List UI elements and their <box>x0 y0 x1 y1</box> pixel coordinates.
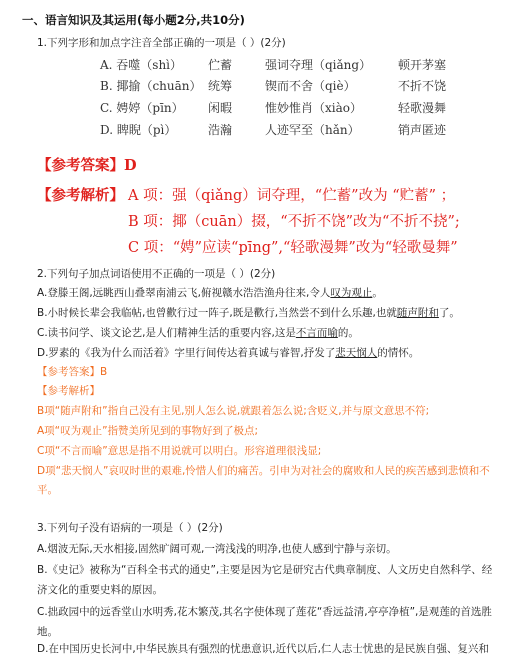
q3-line: A.烟波无际,天水相接,固然旷阔可观,一湾浅浅的明净,也使人感到宁静与亲切。 <box>37 543 397 555</box>
q1-a-1: A. 吞噬（shì） <box>100 58 183 72</box>
q1-answer: 【参考答案】D <box>37 157 137 174</box>
q2-analysis-line: D项“悲天悯人”哀叹时世的艰难,怜惜人们的痛苦。引申为对社会的腐败和人民的疾苦感到悲愤和不 <box>37 465 490 477</box>
q2-b-term: 随声附和 <box>396 307 439 319</box>
q3-line: C.拙政园中的远香堂山水明秀,花木繁茂,其名字使体现了莲花“香远益清,亭亭净植”,是观莲的首选胜 <box>37 606 492 618</box>
q2-c-end: 的。 <box>337 327 359 339</box>
q3-line: 地。 <box>37 626 58 638</box>
q1-b-3: 锲而不舍（qiè） <box>265 79 356 93</box>
q3-line: D.在中国历史长河中,中华民族具有强烈的忧患意识,近代以后,仁人志士忧患的是民族自强、复兴和 <box>37 643 489 655</box>
q2-stem: 2.下列句子加点词语使用不正确的一项是（ ）(2分) <box>37 268 276 280</box>
q2-answer: 【参考答案】B <box>37 366 108 378</box>
q1-analysis-line: A 项：强（qiǎng）词夺理，“伫蓄”改为 “贮蓄” ； <box>128 188 456 204</box>
q3-stem: 3.下列句子没有语病的一项是（ ）(2分) <box>37 522 223 534</box>
q2-analysis-line: C项“不言而喻”意思是指不用说就可以明白。形容道理很浅显; <box>37 445 322 457</box>
q1-b-2: 统筹 <box>208 79 233 93</box>
q1-b-4: 不折不饶 <box>398 79 447 93</box>
q1-c-1: C. 娉婷（pīn） <box>100 101 184 115</box>
q1-d-3: 人迹罕至（hǎn） <box>265 123 360 137</box>
q2-a-text: A.登滕王阁,远眺西山叠翠南浦云飞,俯视赣水浩浩渔舟往来,令人 <box>37 287 331 299</box>
section-title: 一、语言知识及其运用(每小题2分,共10分) <box>22 13 245 27</box>
q1-a-2: 伫蓄 <box>208 58 233 72</box>
q1-analysis-label: 【参考解析】 <box>37 187 124 204</box>
q2-analysis-line: 平。 <box>37 484 58 496</box>
q2-analysis-label: 【参考解析】 <box>37 385 100 397</box>
q2-d-term: 悲天悯人 <box>335 347 378 359</box>
q2-option-a <box>37 285 383 300</box>
q2-c-text: C.读书问学、谈文论艺,是人们精神生活的重要内容,这是 <box>37 327 296 339</box>
q1-analysis-line: B 项：揶（cuān）掇，“不折不饶”改为“不折不挠”; <box>128 214 460 230</box>
q2-analysis-line: B项“随声附和”指自己没有主见,别人怎么说,就跟着怎么说;含贬义,并与原文意思不符; <box>37 405 430 417</box>
q1-a-3: 强词夺理（qiǎng） <box>265 58 372 72</box>
q1-analysis-line: C 项：“娉”应读“pīng”,“轻歌漫舞”改为“轻歌曼舞” <box>128 240 458 256</box>
q2-analysis-line: A项“叹为观止”指赞美所见到的事物好到了极点; <box>37 425 259 437</box>
q1-c-4: 轻歌漫舞 <box>398 101 447 115</box>
q2-b-text: B.小时候长辈会我临帖,也曾歡行过一阵子,既是歡行,当然尝不到什么乐趣,也就 <box>37 307 397 319</box>
q2-option-b <box>37 305 460 320</box>
q1-d-1: D. 睥睨（pì） <box>100 123 177 137</box>
q2-b-end: 了。 <box>438 307 460 319</box>
q1-d-4: 销声匿迹 <box>398 123 447 137</box>
q2-d-text: D.罗素的《我为什么而活着》字里行间传达着真诚与睿智,抒发了 <box>37 347 336 359</box>
q1-c-3: 惟妙惟肖（xiào） <box>265 101 362 115</box>
q3-line: 济文化的重要史料的原因。 <box>37 584 163 596</box>
q2-a-end: 。 <box>372 287 383 299</box>
q1-stem: 1.下列字形和加点字注音全部正确的一项是（ ）(2分) <box>37 37 286 49</box>
q1-b-1: B. 揶揄（chuān） <box>100 79 202 93</box>
q2-d-end: 的情怀。 <box>377 347 420 359</box>
q1-a-4: 顿开茅塞 <box>398 58 447 72</box>
q2-a-term: 叹为观止 <box>330 287 373 299</box>
q3-line: B.《史记》被称为“百科全书式的通史”,主要是因为它是研究古代典章制度、人文历史自然科学、经 <box>37 564 493 576</box>
q1-c-2: 闲暇 <box>208 101 233 115</box>
q2-option-c <box>37 325 359 340</box>
q2-c-term: 不言而喻 <box>295 327 338 339</box>
q1-d-2: 浩瀚 <box>208 123 233 137</box>
q2-option-d <box>37 345 419 360</box>
